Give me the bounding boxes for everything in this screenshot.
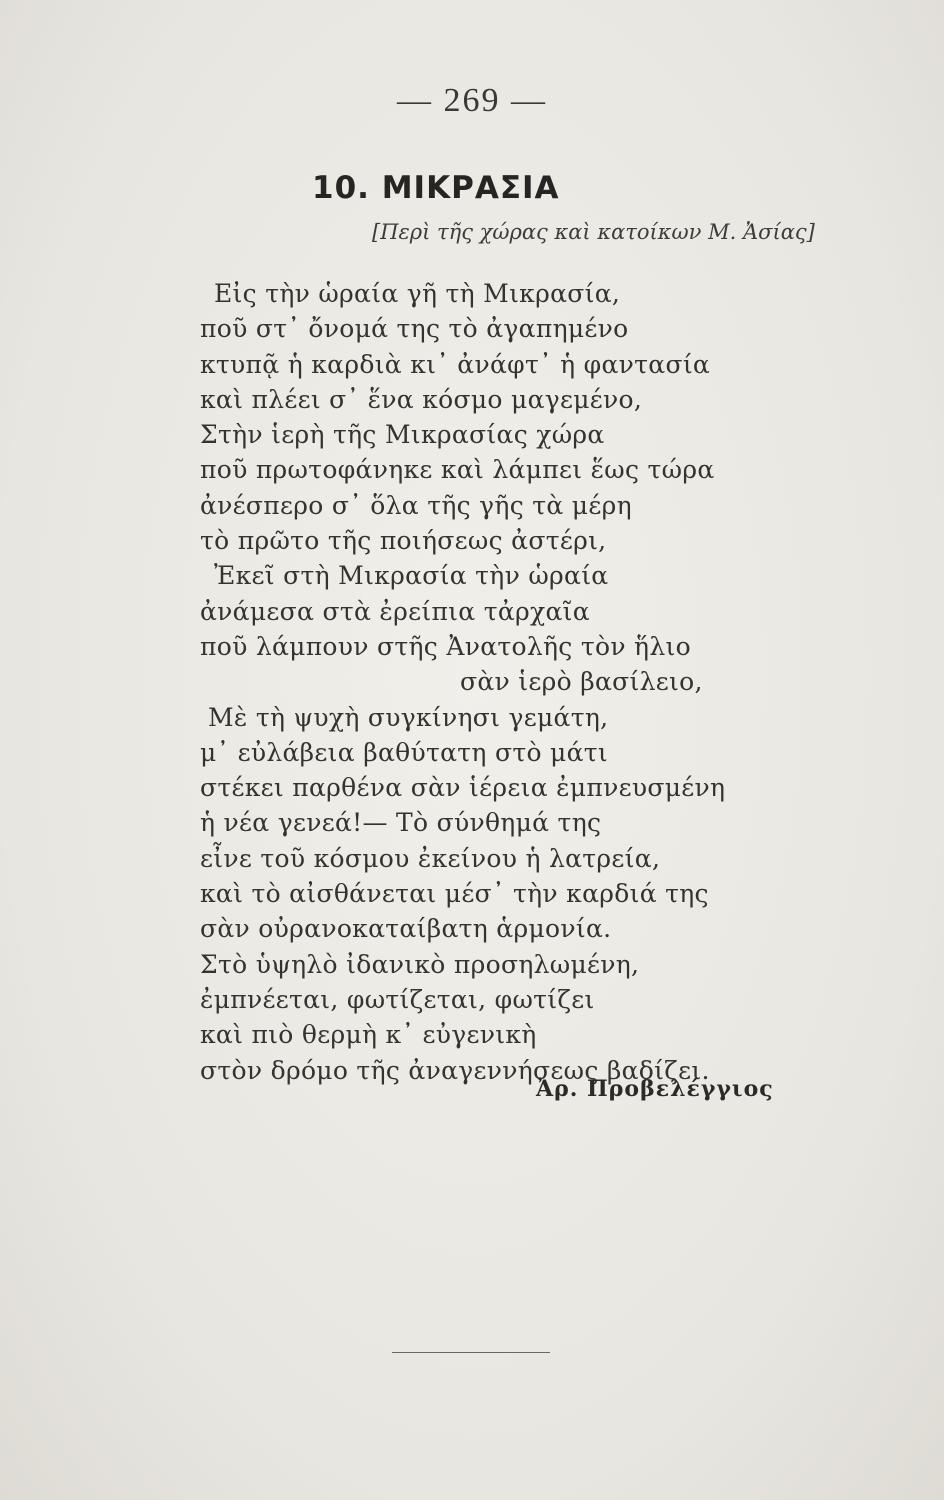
poem-line: σὰν οὐρανοκαταίβατη ἁρμονία. (200, 914, 612, 944)
poem-line: ἀνέσπερο σ᾽ ὅλα τῆς γῆς τὰ μέρη (200, 490, 632, 520)
poem-line: ποῦ στ᾽ ὄνομά της τὸ ἀγαπημένο (200, 314, 629, 344)
poem-line: Στὴν ἱερὴ τῆς Μικρασίας χώρα (200, 420, 605, 450)
poem-title: 10. ΜΙΚΡΑΣΙΑ (312, 170, 560, 206)
page-number: — 269 — (397, 82, 547, 119)
poem-subtitle: [Περὶ τῆς χώρας καὶ κατοίκων Μ. Ἀσίας] (372, 220, 815, 244)
poem-line: ἀνάμεσα στὰ ἐρείπια τἀρχαῖα (200, 596, 590, 626)
poem-line: Στὸ ὑψηλὸ ἰδανικὸ προσηλωμένη, (200, 949, 640, 979)
poem-line: μ᾽ εὐλάβεια βαθύτατη στὸ μάτι (200, 737, 609, 767)
poem-line: καὶ πιὸ θερμὴ κ᾽ εὐγενικὴ (200, 1020, 537, 1050)
poem-line: κτυπᾷ ἡ καρδιὰ κι᾽ ἀνάφτ᾽ ἡ φαντασία (200, 349, 711, 379)
poem-line: στὸν δρόμο τῆς ἀναγεννήσεως βαδίζει. (200, 1055, 710, 1085)
poem-line: ποῦ πρωτοφάνηκε καὶ λάμπει ἕως τώρα (200, 455, 715, 485)
poem-line: εἶνε τοῦ κόσμου ἐκείνου ἡ λατρεία, (200, 843, 661, 873)
poem-line: Ἐκεῖ στὴ Μικρασία τὴν ὡραία (214, 561, 609, 591)
poem-author: Ἀρ. Προβελέγγιος (536, 1076, 774, 1102)
poem-line: ἡ νέα γενεά!— Τὸ σύνθημά της (200, 808, 602, 838)
poem-line: Εἰς τὴν ὡραία γῆ τὴ Μικρασία, (214, 279, 621, 308)
section-divider (392, 1352, 550, 1353)
poem-line: καὶ τὸ αἰσθάνεται μέσ᾽ τὴν καρδιά της (200, 879, 709, 909)
poem-line: στέκει παρθένα σὰν ἱέρεια ἐμπνευσμένη (200, 773, 726, 803)
poem-line: τὸ πρῶτο τῆς ποιήσεως ἀστέρι, (200, 526, 607, 556)
poem-line: Μὲ τὴ ψυχὴ συγκίνησι γεμάτη, (208, 702, 609, 732)
poem-line: καὶ πλέει σ᾽ ἕνα κόσμο μαγεμένο, (200, 384, 643, 414)
poem-line: σὰν ἱερὸ βασίλειο, (460, 667, 703, 697)
poem-line: ποῦ λάμπουν στῆς Ἀνατολῆς τὸν ἥλιο (200, 631, 691, 661)
poem-body (200, 276, 740, 1088)
poem-line: ἐμπνέεται, φωτίζεται, φωτίζει (200, 984, 595, 1014)
